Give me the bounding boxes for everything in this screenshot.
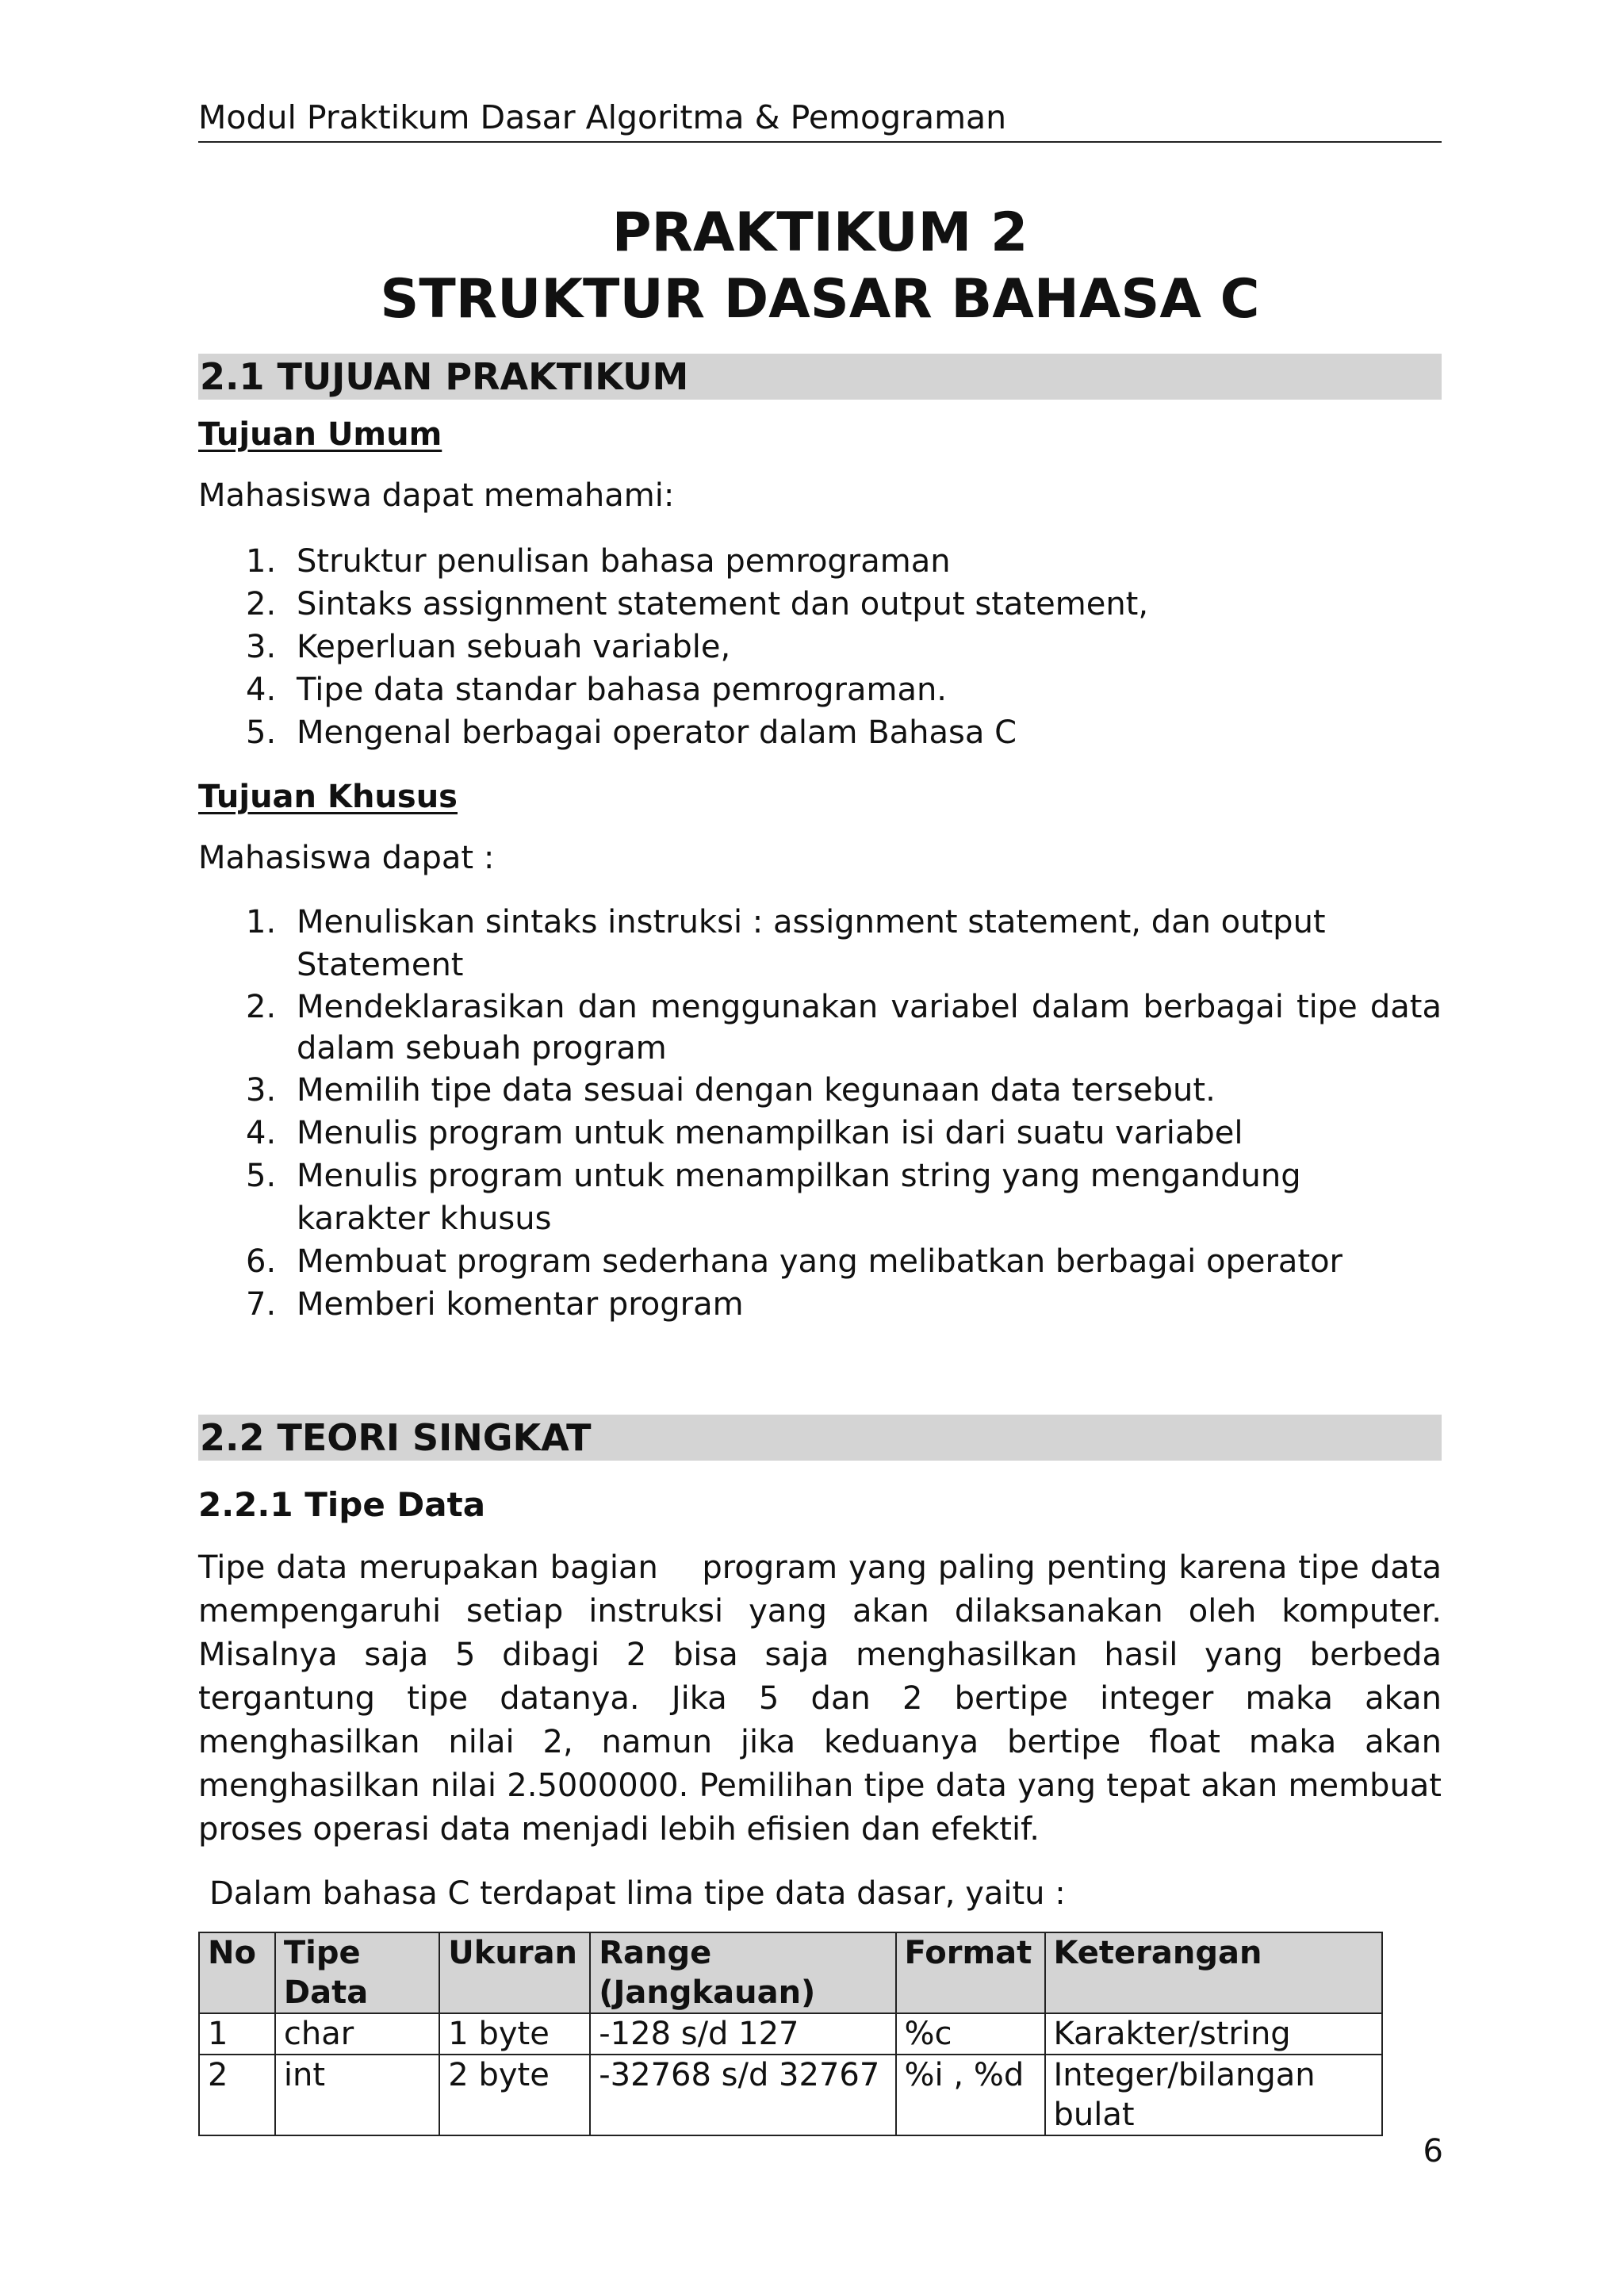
list-item: 6. Membuat program sederhana yang melibatkan berbagai operator bbox=[246, 1243, 1343, 1280]
chapter-title bbox=[198, 200, 1442, 333]
cell-format: %i , %d bbox=[896, 2055, 1045, 2135]
tujuan-umum-intro: Mahasiswa dapat memahami: bbox=[198, 477, 675, 514]
cell-keterangan: Integer/bilangan bulat bbox=[1045, 2055, 1383, 2135]
col-header-ukuran: Ukuran bbox=[439, 1932, 590, 2013]
data-types-table bbox=[198, 1932, 1383, 2136]
table-header-row bbox=[199, 1932, 1382, 2013]
col-header-keterangan: Keterangan bbox=[1045, 1932, 1383, 2013]
cell-tipe: int bbox=[275, 2055, 439, 2135]
list-item: 4. Tipe data standar bahasa pemrograman. bbox=[246, 672, 948, 708]
section-heading-teori: 2.2 TEORI SINGKAT bbox=[198, 1415, 1442, 1461]
list-item: 2. Mendeklarasikan dan menggunakan variabel dalam berbagai tipe data dalam sebuah program bbox=[246, 989, 1442, 1067]
tujuan-umum-list bbox=[198, 540, 1442, 754]
cell-no: 2 bbox=[199, 2055, 275, 2135]
table-row bbox=[199, 2013, 1382, 2055]
running-header: Modul Praktikum Dasar Algoritma & Pemograman bbox=[198, 95, 1442, 143]
table-row bbox=[199, 2055, 1382, 2135]
col-header-range: Range (Jangkauan) bbox=[590, 1932, 895, 2013]
cell-range: -32768 s/d 32767 bbox=[590, 2055, 895, 2135]
list-item: 7. Memberi komentar program bbox=[246, 1286, 744, 1323]
cell-no: 1 bbox=[199, 2013, 275, 2055]
section-heading-tujuan: 2.1 TUJUAN PRAKTIKUM bbox=[198, 354, 1442, 400]
cell-ukuran: 1 byte bbox=[439, 2013, 590, 2055]
subheading-tujuan-khusus: Tujuan Khusus bbox=[198, 779, 458, 815]
cell-format: %c bbox=[896, 2013, 1045, 2055]
document-page bbox=[198, 95, 1452, 2136]
chapter-title-line-1: PRAKTIKUM 2 bbox=[611, 201, 1028, 264]
table-intro: Dalam bahasa C terdapat lima tipe data dasar, yaitu : bbox=[209, 1875, 1066, 1912]
list-item: 2. Sintaks assignment statement dan output statement, bbox=[246, 586, 1149, 622]
cell-keterangan: Karakter/string bbox=[1045, 2013, 1383, 2055]
cell-ukuran: 2 byte bbox=[439, 2055, 590, 2135]
cell-tipe: char bbox=[275, 2013, 439, 2055]
col-header-no: No bbox=[199, 1932, 275, 2013]
list-item: 3. Keperluan sebuah variable, bbox=[246, 629, 731, 665]
cell-range: -128 s/d 127 bbox=[590, 2013, 895, 2055]
list-item: 3. Memilih tipe data sesuai dengan kegunaan data tersebut. bbox=[246, 1072, 1216, 1109]
list-item: 1. Struktur penulisan bahasa pemrograman bbox=[246, 543, 951, 580]
tujuan-khusus-list bbox=[198, 901, 1442, 1326]
list-item: 4. Menulis program untuk menampilkan isi dari suatu variabel bbox=[246, 1115, 1243, 1151]
subheading-tujuan-umum: Tujuan Umum bbox=[198, 416, 442, 453]
page-number: 6 bbox=[1423, 2133, 1443, 2170]
list-item: 1. Menuliskan sintaks instruksi : assignment statement, dan output Statement bbox=[246, 904, 1326, 983]
chapter-title-line-2: STRUKTUR DASAR BAHASA C bbox=[380, 268, 1260, 331]
col-header-format: Format bbox=[896, 1932, 1045, 2013]
tipe-data-paragraph: Tipe data merupakan bagian program yang paling penting karena tipe data mempengaruhi setiap instruksi yang akan dilaksanakan oleh komputer. Misalnya saja 5 dibagi 2 bisa saja menghasilkan hasil yang berbeda tergantung tipe datanya. Jika 5 dan 2 bertipe integer maka akan menghasilkan nilai 2, namun jika keduanya bertipe float maka akan menghasilkan nilai 2.5000000. Pemilihan tipe data yang tepat akan membuat proses operasi data menjadi lebih efisien dan efektif. bbox=[198, 1549, 1452, 1848]
col-header-tipe-data: Tipe Data bbox=[275, 1932, 439, 2013]
subsection-heading-tipe-data: 2.2.1 Tipe Data bbox=[198, 1485, 486, 1524]
list-item: 5. Mengenal berbagai operator dalam Bahasa C bbox=[246, 714, 1017, 751]
list-item: 5. Menulis program untuk menampilkan string yang mengandung karakter khusus bbox=[246, 1158, 1301, 1237]
tujuan-khusus-intro: Mahasiswa dapat : bbox=[198, 840, 495, 876]
